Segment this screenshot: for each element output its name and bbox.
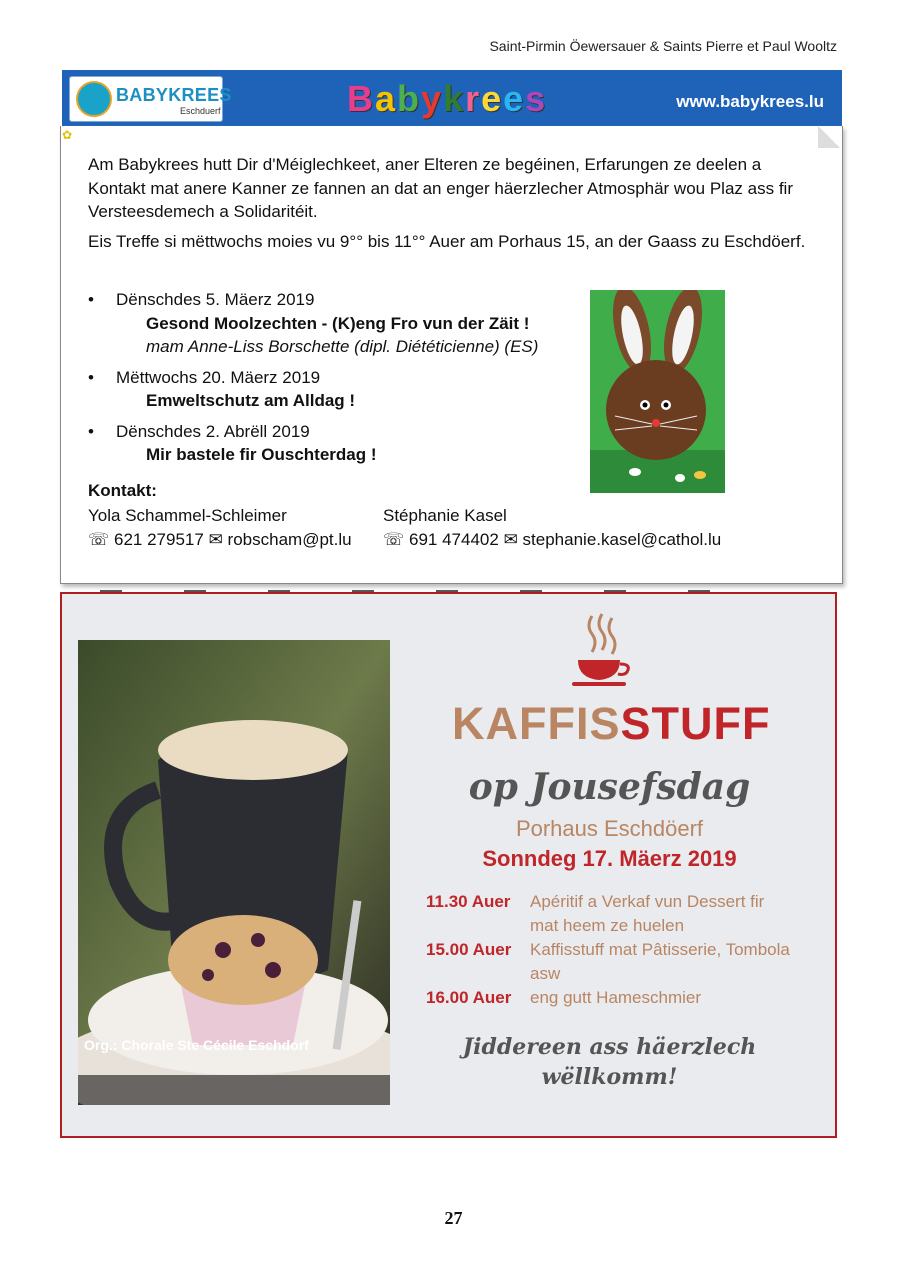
intro-paragraph: Am Babykrees hutt Dir d'Méiglechkeet, aner Elteren ze begéinen, Erfarungen ze deelen a Kontakt mat anere Kanner ze fannen an dat an enger häerzlecher Atmosphär wou Plaz ass fir Versteesdemech a Solidaritéit.: [88, 155, 793, 221]
logo-subtext: Eschduerf: [180, 106, 221, 116]
ad-venue: Porhaus Eschdöerf: [515, 816, 704, 841]
schedule-time: 16.00 Auer: [426, 988, 512, 1007]
page-number: 27: [444, 1208, 463, 1228]
contact-label: Kontakt:: [88, 481, 157, 500]
brand-letter: k: [443, 78, 466, 119]
phone-number[interactable]: 621 279517: [114, 530, 204, 549]
welcome-line: wëllkomm!: [541, 1064, 678, 1090]
photo-caption: Org.: Chorale Ste Cécile Eschdorf: [84, 1037, 309, 1053]
event-item: [88, 366, 588, 413]
ad-schedule: [426, 890, 790, 1010]
schedule-row: [426, 890, 790, 938]
ad-subtitle: op Jousefsdag: [468, 766, 751, 808]
event-title: Mir bastele fir Ouschterdag !: [146, 445, 377, 464]
phone-number[interactable]: 691 474402: [409, 530, 499, 549]
card-tear-line: [100, 579, 800, 585]
brand-letter: e: [481, 78, 504, 119]
ad-welcome: [452, 1032, 767, 1092]
babykrees-banner: [62, 70, 842, 126]
easter-bunny-craft-image: [590, 290, 725, 493]
brand-letter: y: [421, 78, 444, 119]
email-link[interactable]: robscham@pt.lu: [227, 530, 352, 549]
meeting-paragraph: Eis Treffe si mëttwochs moies vu 9°° bis 11°° Auer am Porhaus 15, an der Gaass zu Eschdöerf.: [88, 231, 806, 251]
contact-details: [88, 528, 352, 552]
event-title: Gesond Moolzechten - (K)eng Fro vun der Zäit !: [146, 313, 530, 333]
brand-letter: a: [375, 78, 398, 119]
schedule-desc: Kaffisstuff mat Pâtisserie, Tombola asw: [530, 940, 790, 983]
coffee-cup-icon: [568, 612, 634, 690]
phone-icon: ☏: [383, 530, 405, 549]
event-list: [88, 288, 588, 474]
logo-text: BABYKREES: [116, 85, 232, 105]
email-link[interactable]: stephanie.kasel@cathol.lu: [522, 530, 722, 549]
schedule-time: 11.30 Auer: [426, 892, 511, 911]
babykrees-logo: [69, 76, 232, 122]
schedule-desc: eng gutt Hameschmier: [530, 988, 702, 1007]
bullet-icon: •: [88, 290, 94, 309]
contact-details: [383, 528, 721, 552]
event-title: Emweltschutz am Alldag !: [146, 391, 356, 410]
schedule-time: 15.00 Auer: [426, 940, 512, 959]
contact-name: Stéphanie Kasel: [383, 506, 507, 525]
contact-card: [383, 504, 721, 552]
brand-letter: B: [347, 78, 375, 119]
welcome-line: Jiddereen ass häerzlech: [462, 1034, 757, 1060]
event-item: [88, 288, 588, 359]
brand-letter: e: [503, 78, 526, 119]
event-item: [88, 420, 588, 467]
contact-card: [88, 504, 352, 552]
kaffisstuff-ad: [60, 592, 837, 1138]
bullet-icon: •: [88, 367, 94, 387]
event-date: Dënschdes 2. Abrëll 2019: [116, 421, 310, 441]
page-curl: [818, 126, 840, 148]
ad-title-part2: STUFF: [620, 698, 771, 749]
phone-icon: ☏: [88, 530, 110, 549]
event-date: Dënschdes 5. Mäerz 2019: [116, 290, 315, 309]
brand-letter: b: [397, 78, 422, 119]
logo-emblem-icon: [76, 81, 112, 117]
brand-letter: s: [525, 78, 548, 119]
mail-icon: ✉: [208, 530, 223, 549]
mail-icon: ✉: [503, 530, 518, 549]
babykrees-intro: [88, 153, 818, 259]
contact-name: Yola Schammel-Schleimer: [88, 506, 287, 525]
schedule-desc: Apéritif a Verkaf vun Dessert fir mat heem ze huelen: [530, 892, 765, 935]
ad-title: [452, 698, 771, 750]
schedule-row: [426, 938, 790, 986]
chick-icon: ✿: [62, 128, 73, 142]
schedule-row: [426, 986, 790, 1010]
coffee-muffin-photo: [78, 640, 390, 1105]
brand-letter: r: [465, 78, 482, 119]
ad-date: Sonndeg 17. Mäerz 2019: [482, 846, 737, 871]
babykrees-title: [347, 78, 547, 120]
event-speaker: mam Anne-Liss Borschette (dipl. Diététicienne) (ES): [146, 337, 539, 356]
event-date: Mëttwochs 20. Mäerz 2019: [116, 367, 321, 387]
bullet-icon: •: [88, 421, 94, 441]
ad-title-part1: KAFFIS: [452, 698, 621, 749]
running-head: Saint-Pirmin Öewersauer & Saints Pierre et Paul Wooltz: [489, 38, 837, 54]
website-link[interactable]: www.babykrees.lu: [676, 92, 824, 111]
